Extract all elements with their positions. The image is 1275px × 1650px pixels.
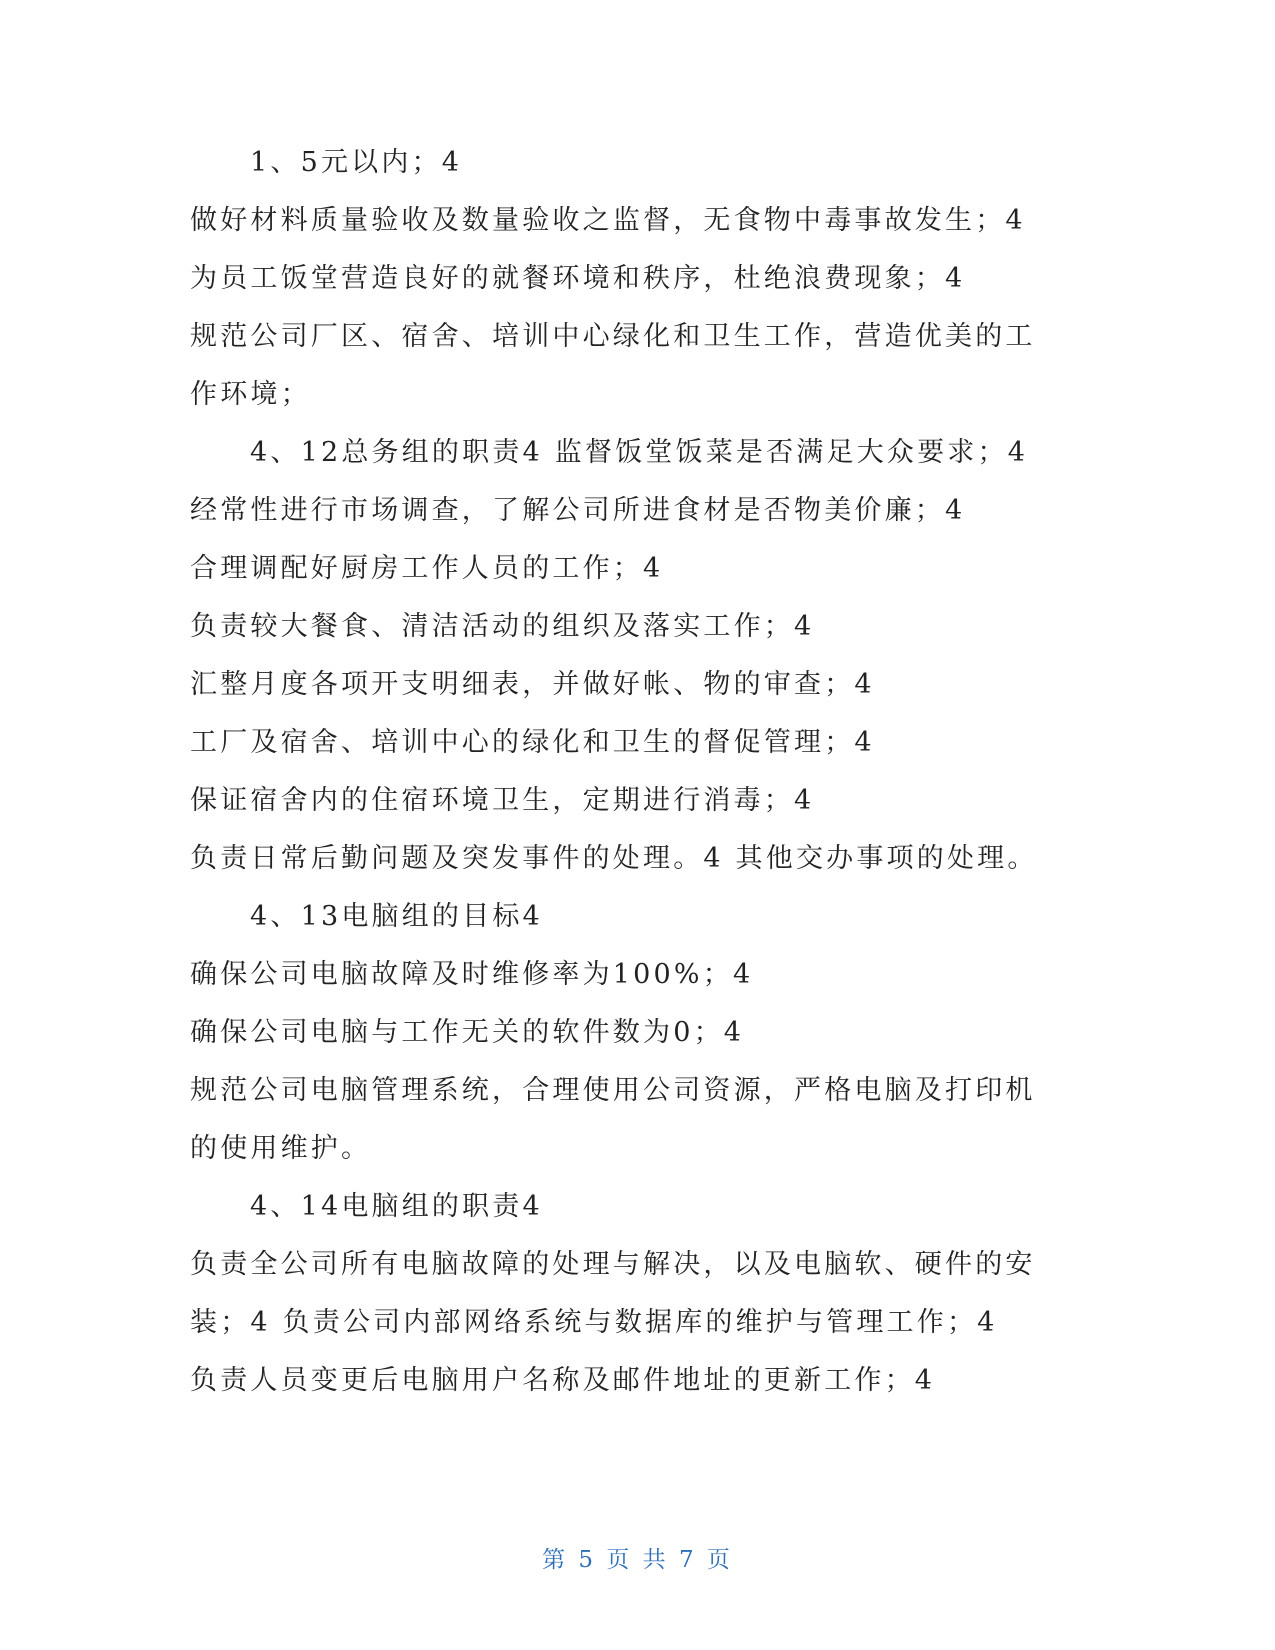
text-line: 汇整月度各项开支明细表，并做好帐、物的审查；4 (190, 669, 875, 700)
text-line: 负责日常后勤问题及突发事件的处理。4 其他交办事项的处理。 (190, 843, 1038, 874)
text-line: 负责全公司所有电脑故障的处理与解决，以及电脑软、硬件的安 (190, 1249, 1036, 1280)
text-line: 规范公司电脑管理系统，合理使用公司资源，严格电脑及打印机 (190, 1075, 1036, 1106)
text-line: 经常性进行市场调查，了解公司所进食材是否物美价廉；4 (190, 495, 966, 526)
text-line: 保证宿舍内的住宿环境卫生，定期进行消毒；4 (190, 785, 815, 816)
text-line: 负责人员变更后电脑用户名称及邮件地址的更新工作；4 (190, 1365, 936, 1396)
section-heading: 4、13电脑组的目标4 (250, 901, 543, 932)
text-line: 工厂及宿舍、培训中心的绿化和卫生的督促管理；4 (190, 727, 875, 758)
section-heading: 4、14电脑组的职责4 (250, 1191, 543, 1222)
page-number-footer: 第 5 页 共 7 页 (542, 1547, 733, 1573)
text-line: 1、5元以内；4 (250, 147, 463, 178)
text-line: 确保公司电脑故障及时维修率为100%；4 (190, 959, 754, 990)
text-line: 为员工饭堂营造良好的就餐环境和秩序，杜绝浪费现象；4 (190, 263, 966, 294)
text-line: 负责较大餐食、清洁活动的组织及落实工作；4 (190, 611, 815, 642)
text-line: 规范公司厂区、宿舍、培训中心绿化和卫生工作，营造优美的工 (190, 321, 1036, 352)
text-line: 作环境； (190, 379, 311, 410)
text-line: 装；4 负责公司内部网络系统与数据库的维护与管理工作；4 (190, 1307, 998, 1338)
section-heading: 4、12总务组的职责4 监督饭堂饭菜是否满足大众要求；4 (250, 437, 1029, 468)
text-line: 合理调配好厨房工作人员的工作；4 (190, 553, 664, 584)
text-line: 确保公司电脑与工作无关的软件数为0；4 (190, 1017, 745, 1048)
text-line: 做好材料质量验收及数量验收之监督，无食物中毒事故发生；4 (190, 205, 1026, 236)
text-line: 的使用维护。 (190, 1133, 372, 1164)
